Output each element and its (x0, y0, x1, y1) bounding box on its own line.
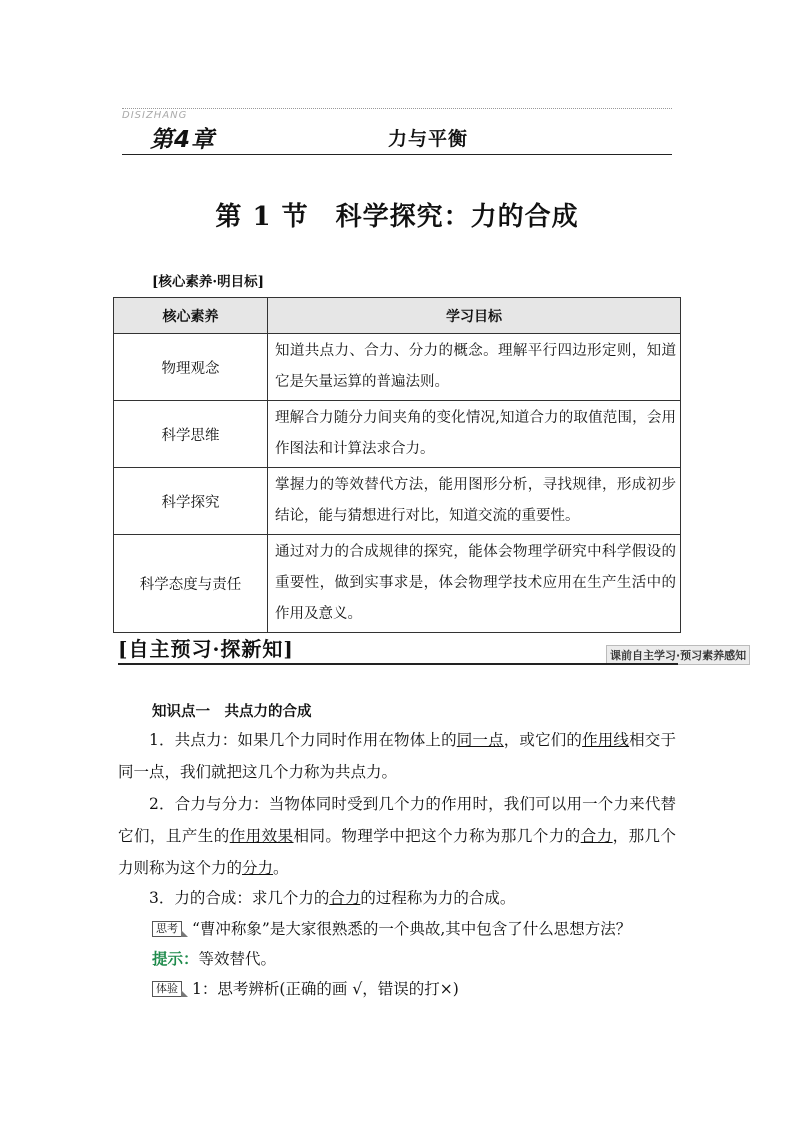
underlined-term: 同一点 (456, 731, 504, 749)
preview-rule (118, 663, 678, 665)
hint (152, 944, 276, 974)
header-dotted-rule (122, 108, 672, 109)
text: 相同。物理学中把这个力称为那几个力的 (293, 827, 581, 845)
row-value: 通过对力的合成规律的探究，能体会物理学研究中科学假设的重要性，做到实事求是，体会物理学技术应用在生产生活中的作用及意义。 (268, 535, 681, 633)
header-goal: 学习目标 (268, 298, 681, 334)
header-literacy: 核心素养 (114, 298, 268, 334)
row-value: 掌握力的等效替代方法，能用图形分析，寻找规律，形成初步结论，能与猜想进行对比，知道交流的重要性。 (268, 468, 681, 535)
think-tag: 思考 (152, 921, 182, 937)
row-key: 科学探究 (114, 468, 268, 535)
experience-tag: 体验 (152, 981, 182, 997)
hint-text: 等效替代。 (198, 950, 277, 968)
row-value: 知道共点力、合力、分力的概念。理解平行四边形定则，知道它是矢量运算的普遍法则。 (268, 334, 681, 401)
hint-label: 提示： (152, 949, 199, 968)
paragraph-concurrent-force (118, 724, 676, 788)
row-key: 科学态度与责任 (114, 535, 268, 633)
table-header-row (114, 298, 681, 334)
text: 的过程称为力的合成。 (360, 889, 516, 907)
underlined-term: 合力 (329, 889, 361, 907)
table-row (114, 401, 681, 468)
preview-section-title: [自主预习·探新知] (118, 637, 294, 661)
text: ，那几个力则称为这个力的 (118, 827, 676, 877)
table-row (114, 468, 681, 535)
table-row (114, 535, 681, 633)
text: 3．力的合成：求几个力的 (149, 889, 330, 907)
text: ，或它们的 (503, 731, 583, 749)
underlined-term: 作用效果 (229, 827, 294, 845)
chapter-label: 第4章 (150, 127, 216, 153)
experience-text: 1：思考辨析(正确的画 √，错误的打×) (192, 980, 459, 998)
knowledge-point-title: 知识点一 共点力的合成 (152, 703, 312, 720)
section-title: 第 1 节 科学探究：力的合成 (215, 202, 579, 232)
row-value: 理解合力随分力间夹角的变化情况,知道合力的取值范围，会用作图法和计算法求合力。 (268, 401, 681, 468)
row-key: 物理观念 (114, 334, 268, 401)
chapter-title: 力与平衡 (388, 128, 469, 150)
preview-tag: 课前自主学习·预习素养感知 (606, 645, 750, 665)
row-key: 科学思维 (114, 401, 268, 468)
header-rule (122, 154, 672, 155)
paragraph-resultant-force (118, 788, 676, 884)
text: 2．合力与分力：当物体同时受到几个力的作用时，我们可以用一个力来代替它们，且产生的 (118, 795, 676, 845)
experience-item (152, 974, 459, 1004)
text: 。 (273, 859, 289, 877)
think-question (152, 914, 631, 944)
goals-table (113, 297, 681, 633)
text: 相交于同一点，我们就把这几个力称为共点力。 (118, 731, 676, 781)
underlined-term: 分力 (242, 859, 274, 877)
underlined-term: 合力 (580, 827, 613, 845)
underlined-term: 作用线 (582, 731, 630, 749)
chapter-watermark: DISIZHANG (122, 110, 188, 121)
text: 1．共点力：如果几个力同时作用在物体上的 (149, 731, 457, 749)
table-row (114, 334, 681, 401)
paragraph-force-composition (118, 882, 676, 914)
think-question-text: “曹冲称象”是大家很熟悉的一个典故,其中包含了什么思想方法？ (192, 920, 632, 938)
table-caption: [核心素养·明目标] (152, 274, 264, 290)
